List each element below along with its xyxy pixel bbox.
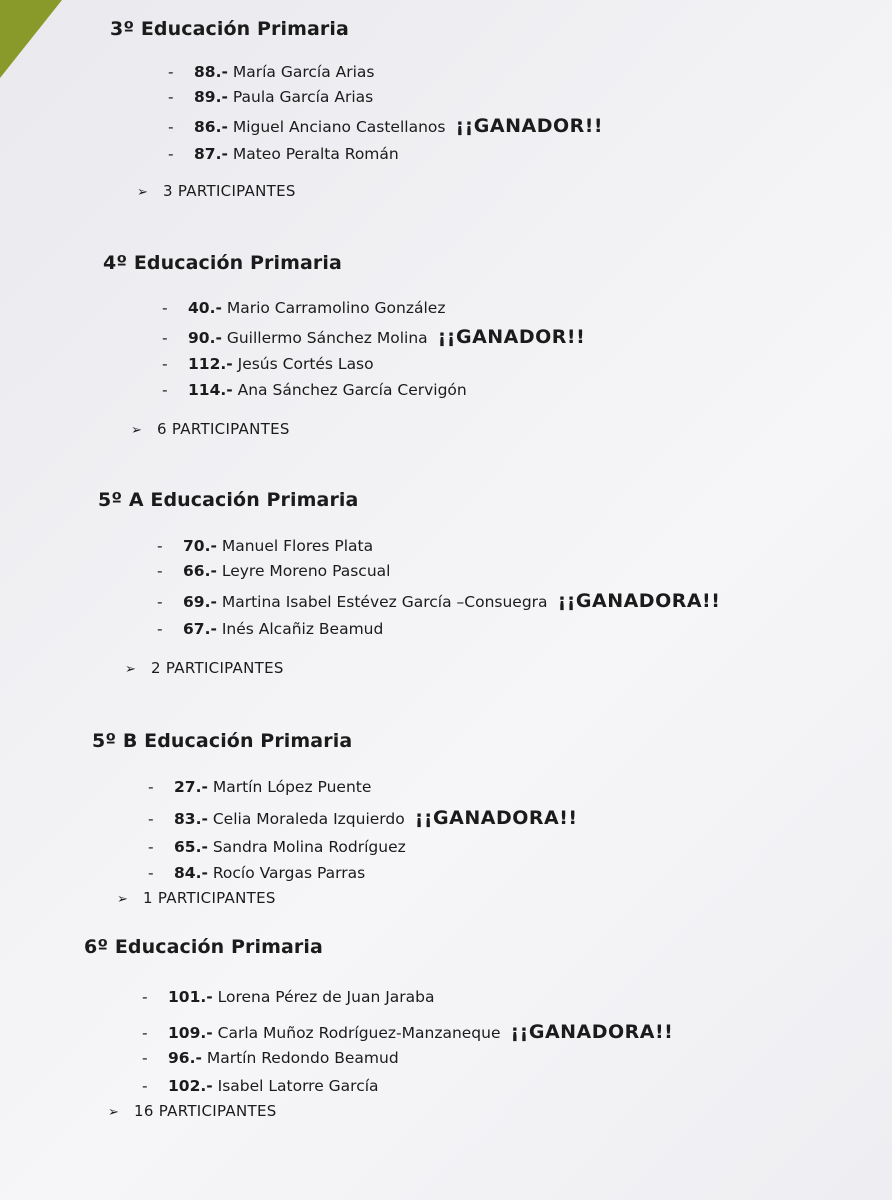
participant-count (137, 182, 296, 200)
winner-badge: ¡¡GANADOR!! (455, 115, 604, 137)
student-entry (157, 536, 373, 556)
student-entry (142, 1048, 399, 1068)
participant-count-label: 1 PARTICIPANTES (143, 889, 276, 907)
student-number: 88.- (194, 63, 228, 81)
student-entry (148, 777, 371, 797)
dash-bullet: - (157, 537, 163, 555)
arrow-bullet-icon: ➢ (117, 892, 129, 907)
student-name: Mateo Peralta Román (232, 145, 399, 163)
student-name: Guillermo Sánchez Molina (226, 329, 428, 347)
winner-badge: ¡¡GANADORA!! (510, 1021, 674, 1043)
dash-bullet: - (142, 1077, 148, 1095)
student-name: Martín López Puente (212, 778, 372, 796)
student-number: 67.- (183, 620, 217, 638)
student-entry (148, 863, 365, 883)
student-entry (162, 380, 467, 400)
student-entry (157, 619, 383, 639)
student-entry (142, 987, 434, 1007)
green-corner (0, 0, 62, 78)
student-number: 101.- (168, 988, 213, 1006)
student-number: 112.- (188, 355, 233, 373)
student-entry (168, 62, 374, 82)
student-number: 70.- (183, 537, 217, 555)
winner-badge: ¡¡GANADORA!! (557, 590, 721, 612)
class-heading: 5º B Educación Primaria (92, 730, 353, 752)
winner-badge: ¡¡GANADOR!! (437, 326, 586, 348)
student-number: 102.- (168, 1077, 213, 1095)
student-name: Jesús Cortés Laso (237, 355, 374, 373)
student-name: Paula García Arias (232, 88, 374, 106)
student-name: Celia Moraleda Izquierdo (212, 810, 405, 828)
dash-bullet: - (142, 1049, 148, 1067)
arrow-bullet-icon: ➢ (131, 423, 143, 438)
student-entry (142, 1076, 379, 1096)
dash-bullet: - (162, 299, 168, 317)
student-entry (142, 1022, 673, 1043)
student-entry (157, 591, 720, 612)
student-number: 86.- (194, 118, 228, 136)
student-number: 83.- (174, 810, 208, 828)
class-heading: 5º A Educación Primaria (98, 489, 359, 511)
student-name: Martina Isabel Estévez García –Consuegra (221, 593, 548, 611)
student-name: Mario Carramolino González (226, 299, 446, 317)
student-entry (168, 116, 603, 137)
student-name: Ana Sánchez García Cervigón (237, 381, 467, 399)
arrow-bullet-icon: ➢ (137, 185, 149, 200)
dash-bullet: - (157, 593, 163, 611)
student-number: 114.- (188, 381, 233, 399)
student-name: Miguel Anciano Castellanos (232, 118, 446, 136)
student-number: 27.- (174, 778, 208, 796)
dash-bullet: - (168, 145, 174, 163)
participant-count (117, 889, 276, 907)
student-number: 65.- (174, 838, 208, 856)
dash-bullet: - (162, 381, 168, 399)
dash-bullet: - (162, 329, 168, 347)
participant-count (108, 1102, 277, 1120)
student-entry (162, 354, 374, 374)
student-name: Carla Muñoz Rodríguez-Manzaneque (217, 1024, 501, 1042)
dash-bullet: - (148, 810, 154, 828)
class-heading: 4º Educación Primaria (103, 252, 342, 274)
participant-count-label: 2 PARTICIPANTES (151, 659, 284, 677)
dash-bullet: - (162, 355, 168, 373)
dash-bullet: - (142, 988, 148, 1006)
student-entry (168, 87, 373, 107)
dash-bullet: - (157, 562, 163, 580)
winner-badge: ¡¡GANADORA!! (414, 807, 578, 829)
student-number: 96.- (168, 1049, 202, 1067)
dash-bullet: - (168, 118, 174, 136)
student-number: 66.- (183, 562, 217, 580)
dash-bullet: - (157, 620, 163, 638)
student-number: 40.- (188, 299, 222, 317)
dash-bullet: - (168, 63, 174, 81)
student-number: 69.- (183, 593, 217, 611)
dash-bullet: - (148, 838, 154, 856)
student-entry (162, 298, 445, 318)
student-name: Martín Redondo Beamud (206, 1049, 399, 1067)
student-entry (168, 144, 399, 164)
class-heading: 3º Educación Primaria (110, 18, 349, 40)
student-name: Manuel Flores Plata (221, 537, 374, 555)
student-number: 87.- (194, 145, 228, 163)
student-name: María García Arias (232, 63, 375, 81)
student-name: Inés Alcañiz Beamud (221, 620, 384, 638)
arrow-bullet-icon: ➢ (125, 662, 137, 677)
student-name: Leyre Moreno Pascual (221, 562, 391, 580)
participant-count-label: 3 PARTICIPANTES (163, 182, 296, 200)
student-name: Isabel Latorre García (217, 1077, 379, 1095)
dash-bullet: - (168, 88, 174, 106)
student-entry (157, 561, 390, 581)
arrow-bullet-icon: ➢ (108, 1105, 120, 1120)
class-heading: 6º Educación Primaria (84, 936, 323, 958)
student-number: 84.- (174, 864, 208, 882)
participant-count (131, 420, 290, 438)
dash-bullet: - (148, 778, 154, 796)
dash-bullet: - (142, 1024, 148, 1042)
participant-count (125, 659, 284, 677)
student-number: 90.- (188, 329, 222, 347)
student-name: Rocío Vargas Parras (212, 864, 366, 882)
student-name: Sandra Molina Rodríguez (212, 838, 406, 856)
participant-count-label: 16 PARTICIPANTES (134, 1102, 277, 1120)
student-name: Lorena Pérez de Juan Jaraba (217, 988, 435, 1006)
student-entry (148, 837, 406, 857)
student-entry (162, 327, 585, 348)
participant-count-label: 6 PARTICIPANTES (157, 420, 290, 438)
student-number: 109.- (168, 1024, 213, 1042)
student-entry (148, 808, 578, 829)
dash-bullet: - (148, 864, 154, 882)
student-number: 89.- (194, 88, 228, 106)
